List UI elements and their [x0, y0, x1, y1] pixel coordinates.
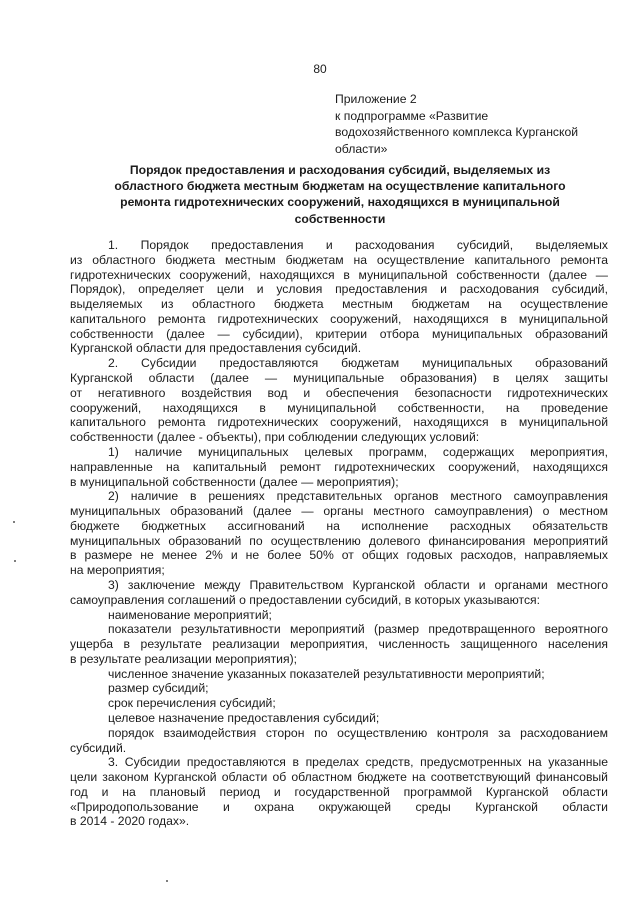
body-line: «Природопользование и охрана окружающей среды Курганской области	[70, 799, 608, 814]
body-line: численное значение указанных показателей результативности мероприятий;	[108, 666, 545, 681]
body-line: в результате реализации мероприятия);	[70, 651, 298, 666]
body-line: в муниципальной собственности (далее — мероприятия);	[70, 474, 399, 489]
body-line: цели законом Курганской области об областном бюджете на соответствующий финансовый	[70, 770, 608, 785]
appendix-line: водохозяйственного комплекса Курганской	[335, 125, 579, 140]
body-line: год и на плановый период и государственной программой Курганской области	[70, 784, 608, 799]
body-line: Порядок), определяет цели и условия предоставления и расходования субсидий,	[70, 282, 608, 297]
body-line: муниципальных образований по осуществлению долевого финансирования мероприятий	[70, 533, 608, 548]
scan-artifact	[14, 560, 16, 562]
appendix-line: Приложение 2	[335, 92, 417, 106]
body-line: в 2014 - 2020 годах».	[70, 814, 190, 829]
body-line: 1. Порядок предоставления и расходования субсидий, выделяемых	[108, 238, 608, 252]
body-line: 1) наличие муниципальных целевых программ, содержащих мероприятия,	[108, 444, 608, 459]
document-body	[70, 238, 608, 829]
body-line: от негативного воздействия вод и обеспечения безопасности гидротехнических	[70, 385, 608, 400]
body-line: срок перечисления субсидий;	[108, 696, 276, 711]
body-line: на мероприятия;	[70, 563, 165, 578]
body-line: Курганской области (далее — муниципальные образования) в целях защиты	[70, 371, 608, 386]
scan-artifact	[13, 521, 15, 523]
title-line: собственности	[294, 211, 386, 226]
scan-artifact	[166, 880, 168, 882]
body-line: собственности (далее - объекты), при соблюдении следующих условий:	[70, 430, 480, 445]
title-line: ремонта гидротехнических сооружений, находящихся в муниципальной	[120, 195, 560, 210]
title-line: Порядок предоставления и расходования субсидий, выделяемых из	[129, 163, 551, 177]
body-line: муниципальных образований (далее — органы местного самоуправления) о местном	[70, 504, 608, 519]
appendix-line: области»	[335, 141, 388, 156]
body-line: Курганской области для предоставления субсидий.	[70, 341, 362, 356]
body-line: в размере не менее 2% и не более 50% от общих годовых расходов, направляемых	[70, 548, 608, 563]
body-line: ущерба в результате реализации мероприятия, численность защищенного населения	[70, 637, 608, 652]
body-line: целевое назначение предоставления субсидий;	[108, 711, 380, 725]
body-line: бюджете бюджетных ассигнований на исполнение расходных обязательств	[70, 518, 608, 533]
appendix-line: к подпрограмме «Развитие	[335, 108, 489, 123]
body-line: сооружений, находящихся в муниципальной собственности, на проведение	[70, 400, 608, 415]
body-line: 2. Субсидии предоставляются бюджетам муниципальных образований	[108, 356, 608, 371]
body-line: показатели результативности мероприятий (размер предотвращенного вероятного	[108, 622, 608, 637]
body-line: гидротехнических сооружений, находящихся в муниципальной собственности (далее —	[70, 267, 608, 282]
body-line: 3. Субсидии предоставляются в пределах средств, предусмотренных на указанные	[108, 755, 608, 770]
body-line: капитального ремонта гидротехнических сооружений, находящихся в муниципальной	[70, 415, 608, 430]
body-line: порядок взаимодействия сторон по осуществлению контроля за расходованием	[108, 725, 608, 740]
body-line: 2) наличие в решениях представительных органов местного самоуправления	[108, 489, 608, 504]
body-line: наименование мероприятий;	[108, 607, 272, 622]
body-line: субсидий.	[70, 740, 127, 755]
body-line: 3) заключение между Правительством Курганской области и органами местного	[108, 577, 608, 592]
page-number: 80	[313, 62, 327, 76]
title-line: областного бюджета местным бюджетам на осуществление капитального	[114, 179, 566, 194]
body-line: размер субсидий;	[108, 681, 209, 696]
body-line: выделяемых из областного бюджета местным бюджетам на осуществление	[70, 297, 608, 312]
body-line: направленные на капитальный ремонт гидротехнических сооружений, находящихся	[70, 459, 608, 474]
body-line: самоуправления соглашений о предоставлении субсидий, в которых указываются:	[70, 592, 541, 607]
body-line: из областного бюджета местным бюджетам на осуществление капитального ремонта	[70, 252, 608, 267]
body-line: собственности (далее — субсидии), критерии отбора муниципальных образований	[70, 326, 608, 341]
appendix-header	[335, 91, 625, 157]
body-line: капитального ремонта гидротехнических сооружений, находящихся в муниципальной	[70, 311, 608, 326]
document-title	[70, 162, 610, 227]
